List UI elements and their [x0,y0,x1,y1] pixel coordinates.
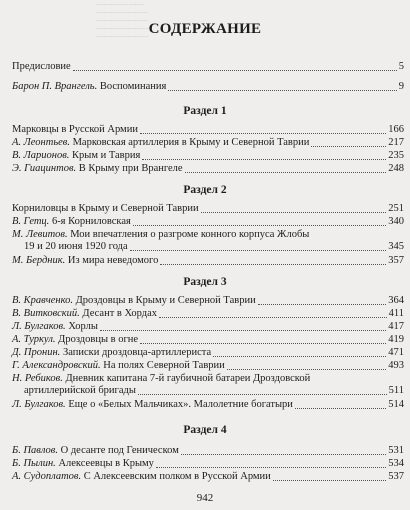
leader-dots [258,304,387,305]
toc-entry [12,347,404,359]
entry-author: А. Туркул. [12,334,56,345]
entry-title: Марковская артиллерия в Крыму и Северной Таврии [69,137,310,148]
toc-entry [12,137,404,149]
toc-entry [12,308,404,320]
entry-author: В. Витковский. [12,308,80,319]
entry-title: Записки дроздовца-артиллериста [60,347,212,358]
entry-author: Б. Пылин. [12,458,56,469]
entry-author: Л. Булгаков. [12,399,66,410]
entry-page: 248 [388,163,404,174]
entry-title: Алексеевцы в Крыму [55,458,154,469]
leader-dots [73,70,397,71]
entry-page: 217 [388,137,404,148]
entry-page: 357 [388,255,404,266]
entry-title: Предисловие [12,61,71,72]
toc-entry [12,445,404,457]
leader-dots [133,225,386,226]
page-number: 942 [196,492,214,504]
entry-author: М. Левитов. [12,229,68,240]
toc-entry [12,471,404,483]
leader-dots [140,133,386,134]
leader-dots [130,250,387,251]
section-heading: Раздел 3 [183,276,227,288]
entry-page: 345 [388,241,404,252]
entry-author: Д. Пронин. [12,347,61,358]
entry-page: 235 [388,150,404,161]
entry-page: 411 [388,308,404,319]
entry-title: Дневник капитана 7-й гаубичной батареи Дроздовской [62,373,311,384]
toc-entry-multiline [12,229,404,253]
bleed-line: ................................... [96,9,149,15]
bleed-line: ................................... [96,17,149,23]
entry-title: Дроздовцы в огне [55,334,139,345]
bleed-line: ..................... .......... [96,1,144,7]
entry-title: Еще о «Белых Мальчиках». Малолетние богатыри [65,399,293,410]
toc-entry [12,216,404,228]
entry-page: 364 [388,295,404,306]
entry-title: Марковцы в Русской Армии [12,124,138,135]
toc-entry [12,334,404,346]
toc-entry [12,458,404,470]
entry-page: 9 [398,81,404,92]
entry-title: Мои впечатления о разгроме конного корпуса Жлобы [67,229,310,240]
leader-dots [311,146,386,147]
leader-dots [156,467,386,468]
entry-page: 340 [388,216,404,227]
toc-entry [12,61,404,73]
leader-dots [273,480,386,481]
entry-title: В Крыму при Врангеле [76,163,183,174]
toc-entry [12,81,404,93]
entry-title: С Алексеевским полком в Русской Армии [81,471,271,482]
entry-page: 251 [388,203,404,214]
leader-dots [168,90,396,91]
entry-author: Б. Павлов. [12,445,58,456]
toc-entry [12,399,404,411]
entry-title: Воспоминания [97,81,167,92]
entry-page: 471 [388,347,404,358]
leader-dots [138,394,387,395]
entry-title-continued: артиллерийской бригады [24,385,136,396]
entry-page: 537 [388,471,404,482]
entry-page: 419 [388,334,404,345]
entry-author: В. Кравченко. [12,295,73,306]
leader-dots [142,159,386,160]
leader-dots [160,264,386,265]
toc-entry [12,163,404,175]
bleed-line: ................................... [96,25,149,31]
leader-dots [100,330,386,331]
entry-author: Барон П. Врангель. [12,81,98,92]
entry-page: 514 [388,399,404,410]
leader-dots [227,369,386,370]
toc-entry-multiline [12,373,404,397]
leader-dots [140,343,386,344]
toc-entry [12,124,404,136]
leader-dots [201,212,387,213]
toc-entry [12,150,404,162]
page-title: СОДЕРЖАНИЕ [148,21,262,37]
leader-dots [213,356,386,357]
entry-page: 493 [388,360,404,371]
entry-title: Из мира неведомого [65,255,159,266]
entry-author: В. Гетц. [12,216,50,227]
entry-page: 417 [388,321,404,332]
leader-dots [181,454,386,455]
leader-dots [295,408,386,409]
toc-entry [12,295,404,307]
entry-page: 511 [388,385,404,396]
entry-title: 6-я Корниловская [49,216,131,227]
entry-author: Г. Александровский. [12,360,101,371]
entry-author: А. Леонтьев. [12,137,70,148]
bleed-line: ................................... [96,33,149,39]
toc-entry [12,321,404,333]
entry-author: В. Ларионов. [12,150,70,161]
entry-author: Э. Гиацинтов. [12,163,77,174]
toc-entry [12,360,404,372]
leader-dots [159,317,387,318]
section-heading: Раздел 1 [183,105,227,117]
section-heading: Раздел 4 [183,424,227,436]
entry-author: М. Бердник. [12,255,66,266]
entry-page: 534 [388,458,404,469]
leader-dots [185,172,387,173]
entry-title: Хорлы [65,321,98,332]
toc-entry [12,203,404,215]
entry-author: А. Судоплатов. [12,471,82,482]
entry-page: 166 [388,124,404,135]
entry-author: Л. Булгаков. [12,321,66,332]
section-heading: Раздел 2 [183,184,227,196]
entry-title: На полях Северной Таврии [100,360,225,371]
entry-page: 5 [398,61,404,72]
entry-author: Н. Ребиков. [12,373,63,384]
entry-title: Крым и Таврия [69,150,141,161]
entry-title: О десанте под Геническом [57,445,179,456]
entry-title: Корниловцы в Крыму и Северной Таврии [12,203,199,214]
entry-page: 531 [388,445,404,456]
toc-entry [12,255,404,267]
entry-title: Дроздовцы в Крыму и Северной Таврии [72,295,256,306]
entry-title: Десант в Хордах [79,308,158,319]
entry-title-continued: 19 и 20 июня 1920 года [24,241,128,252]
